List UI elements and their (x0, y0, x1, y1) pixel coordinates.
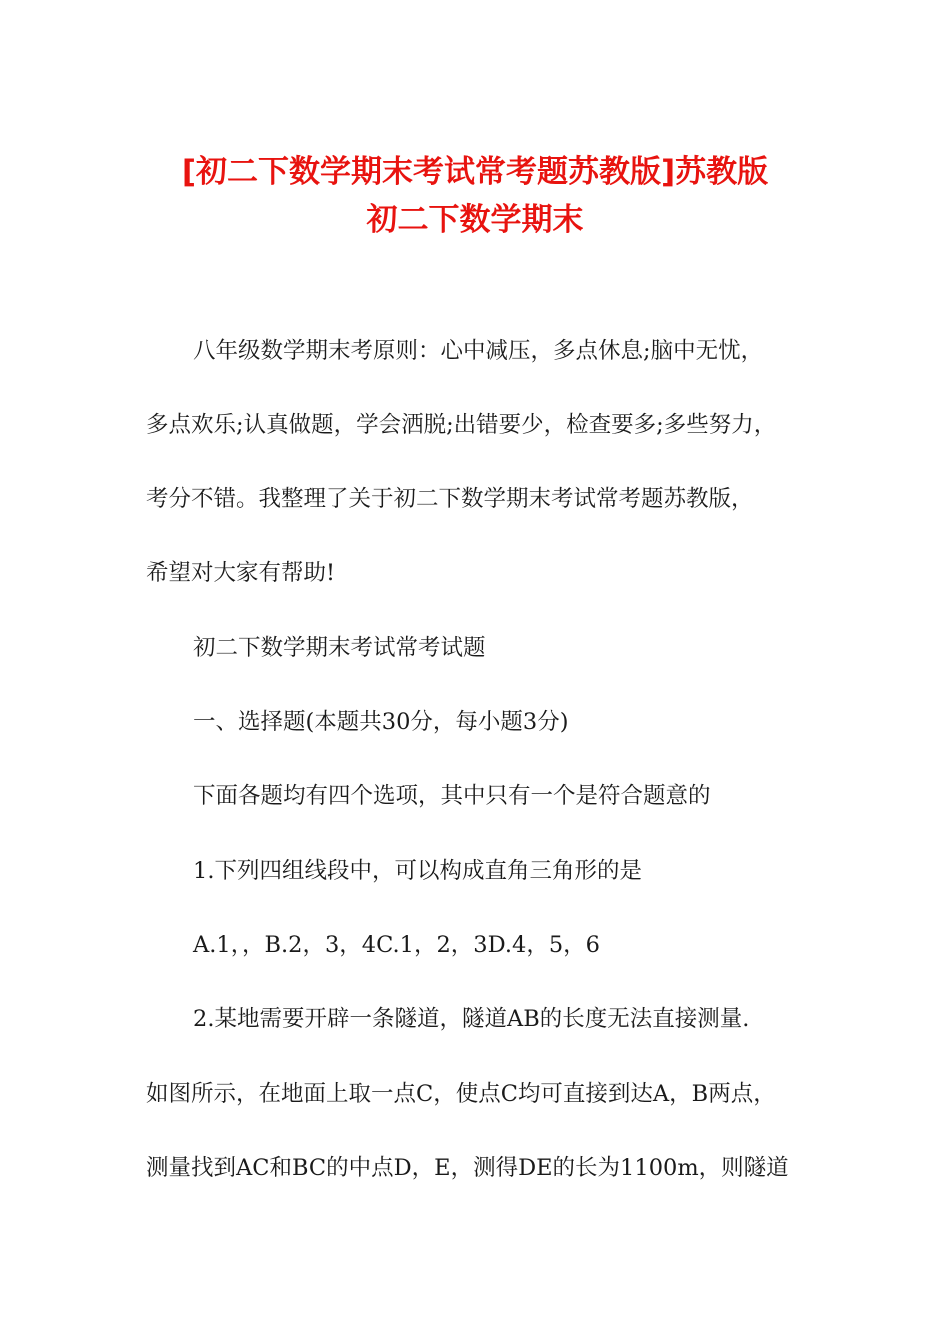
question-line: 测量找到AC和BC的中点D，E，测得DE的长为1100m，则隧道 (146, 1155, 789, 1181)
document-title-line-2: 初二下数学期末 (366, 202, 584, 238)
paragraph-line: 希望对大家有帮助! (146, 560, 336, 586)
document-title-line-1: [初二下数学期末考试常考题苏教版]苏教版 (181, 154, 769, 190)
subsection-heading: 一、选择题(本题共30分，每小题3分) (193, 709, 569, 735)
paragraph-line: 考分不错。我整理了关于初二下数学期末考试常考题苏教版， (146, 486, 754, 512)
answer-options-line: A.1，，B.2，3，4C.1，2，3D.4，5，6 (193, 932, 600, 958)
question-line: 如图所示，在地面上取一点C，使点C均可直接到达A，B两点， (146, 1081, 776, 1107)
question-line: 2.某地需要开辟一条隧道，隧道AB的长度无法直接测量. (193, 1006, 750, 1032)
section-heading: 初二下数学期末考试常考试题 (193, 635, 486, 661)
question-line: 1.下列四组线段中，可以构成直角三角形的是 (193, 858, 642, 884)
instruction-line: 下面各题均有四个选项，其中只有一个是符合题意的 (193, 783, 711, 809)
paragraph-line: 八年级数学期末考原则：心中减压，多点休息;脑中无忧， (193, 338, 764, 364)
paragraph-line: 多点欢乐;认真做题，学会洒脱;出错要少，检查要多;多些努力， (146, 412, 777, 438)
